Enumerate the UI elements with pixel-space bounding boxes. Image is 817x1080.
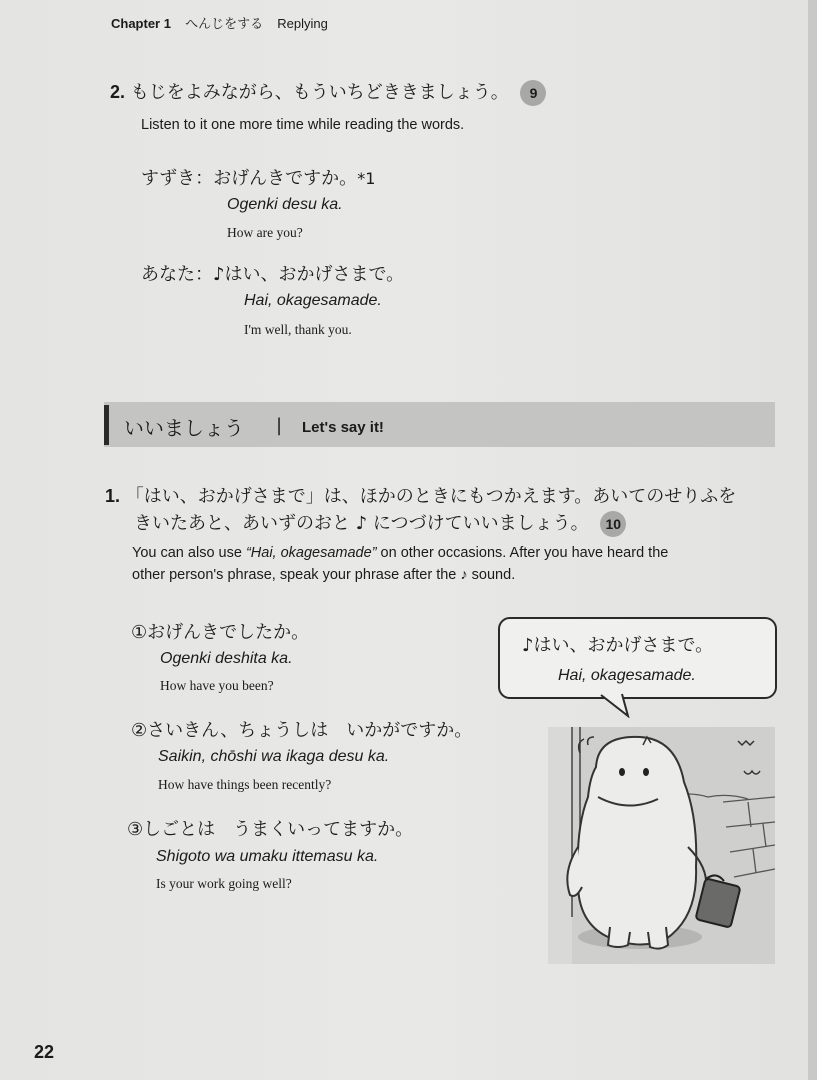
- item-romaji: Saikin, chōshi wa ikaga desu ka.: [158, 748, 390, 765]
- speaker-name: あなた：: [141, 264, 213, 285]
- character-illustration: [548, 727, 775, 964]
- audio-track-badge[interactable]: 10: [600, 511, 626, 537]
- section-separator: |: [276, 415, 283, 436]
- exercise-instruction-en: Listen to it one more time while reading the words.: [141, 117, 465, 133]
- emphasis-phrase: “Hai, okagesamade”: [245, 545, 377, 561]
- speaker-name: すずき：: [141, 168, 214, 189]
- dialogue-jp: ♪はい、おかげさまで。: [213, 264, 405, 285]
- section-title-en: Let's say it!: [302, 419, 384, 436]
- item-romaji: Shigoto wa umaku ittemasu ka.: [156, 848, 379, 865]
- footnote-marker: *1: [357, 169, 376, 188]
- running-header: [111, 13, 328, 32]
- item-translation: Is your work going well?: [156, 876, 292, 891]
- item-translation: How have you been?: [160, 678, 274, 693]
- item-jp: おげんきでしたか。: [147, 622, 310, 643]
- dialogue-romaji: Ogenki desu ka.: [227, 196, 343, 213]
- speech-bubble-tail: [598, 690, 638, 718]
- page-number: 22: [34, 1042, 55, 1062]
- exercise-instruction-en-line-1: You can also use “Hai, okagesamade” on other occasions. After you have heard the: [132, 545, 669, 561]
- section-title-jp: いいましょう: [124, 416, 244, 440]
- item-translation: How have things been recently?: [158, 777, 332, 792]
- exercise-instruction-jp: 「はい、おかげさまで」は、ほかのときにもつかえます。あいてのせりふを: [125, 486, 737, 507]
- item-marker: ①: [131, 622, 148, 643]
- audio-track-badge[interactable]: 9: [520, 80, 546, 106]
- dialogue-line-1: [141, 164, 375, 190]
- exercise-1-instruction-line-1: [105, 482, 736, 508]
- exercise-1-instruction-line-2: [134, 509, 626, 537]
- exercise-instruction-jp: もじをよみながら、もういちどききましょう。: [130, 82, 509, 103]
- exercise-number: 2.: [110, 82, 126, 102]
- dialogue-romaji: Hai, okagesamade.: [244, 292, 382, 309]
- dialogue-line-2: [141, 260, 404, 286]
- item-jp: さいきん、ちょうしは いかがですか。: [147, 720, 473, 741]
- practice-item-1: [131, 618, 309, 644]
- exercise-number: 1.: [105, 486, 121, 506]
- page-edge-shadow: [808, 0, 817, 1080]
- practice-item-3: [127, 815, 413, 841]
- bubble-romaji: Hai, okagesamade.: [558, 667, 696, 684]
- speech-bubble: [498, 617, 777, 699]
- exercise-instruction-jp: きいたあと、あいずのおと ♪ につづけていいましょう。: [134, 513, 589, 534]
- item-jp: しごとは うまくいってますか。: [143, 819, 414, 840]
- dialogue-jp: おげんきですか。: [213, 168, 358, 189]
- item-marker: ②: [131, 720, 148, 741]
- dialogue-translation: How are you?: [227, 225, 303, 240]
- exercise-instruction-en-line-2: other person's phrase, speak your phrase after the ♪ sound.: [132, 567, 516, 583]
- section-banner: [104, 402, 775, 447]
- bubble-jp: ♪はい、おかげさまで。: [522, 635, 714, 656]
- dialogue-translation: I'm well, thank you.: [244, 322, 352, 337]
- exercise-2-heading: [110, 78, 546, 106]
- item-romaji: Ogenki deshita ka.: [160, 650, 293, 667]
- chapter-title-jp: へんじをする: [185, 17, 264, 32]
- chapter-label: Chapter 1: [111, 16, 171, 31]
- chapter-title-en: Replying: [277, 16, 328, 31]
- practice-item-2: [131, 716, 472, 742]
- banner-accent-bar: [104, 405, 109, 445]
- item-marker: ③: [127, 819, 144, 840]
